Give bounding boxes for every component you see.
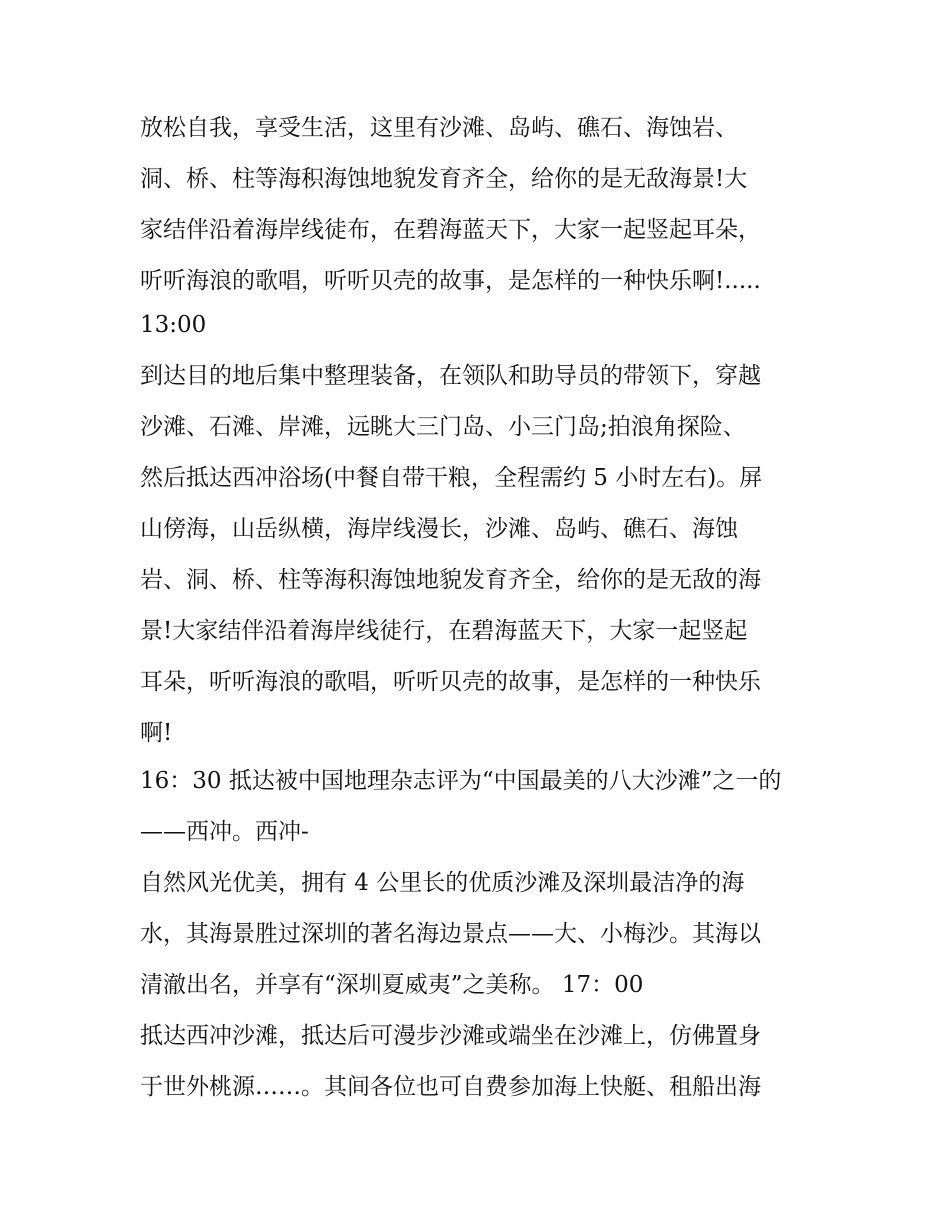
text-line: 清澈出名，并享有“深圳夏威夷”之美称。 17：00 <box>140 972 644 998</box>
text-line: 景!大家结伴沿着海岸线徒行，在碧海蓝天下，大家一起竖起 <box>140 618 748 644</box>
text-line: 放松自我，享受生活，这里有沙滩、岛屿、礁石、海蚀岩、 <box>140 115 738 141</box>
text-line: 听听海浪的歌唱，听听贝壳的故事，是怎样的一种快乐啊!..... <box>140 268 761 294</box>
text-line: 岩、洞、桥、柱等海积海蚀地貌发育齐全，给你的是无敌的海 <box>140 567 761 593</box>
text-line: 耳朵，听听海浪的歌唱，听听贝壳的故事，是怎样的一种快乐 <box>140 669 761 695</box>
text-line: 于世外桃源……。其间各位也可自费参加海上快艇、租船出海 <box>140 1074 761 1100</box>
text-line: 抵达西冲沙滩，抵达后可漫步沙滩或端坐在沙滩上，仿佛置身 <box>140 1023 761 1049</box>
text-line: 水，其海景胜过深圳的著名海边景点——大、小梅沙。其海以 <box>140 921 761 947</box>
text-line: 沙滩、石滩、岸滩，远眺大三门岛、小三门岛;拍浪角探险、 <box>140 414 746 440</box>
text-line: 到达目的地后集中整理装备，在领队和助导员的带领下，穿越 <box>140 363 761 389</box>
text-line: ——西冲。西冲- <box>140 819 309 845</box>
text-line: 然后抵达西冲浴场(中餐自带干粮，全程需约 5 小时左右)。屏 <box>140 465 763 491</box>
text-line: 16：30 抵达被中国地理杂志评为“中国最美的八大沙滩”之一的 <box>140 768 782 794</box>
text-line: 家结伴沿着海岸线徒布，在碧海蓝天下，大家一起竖起耳朵， <box>140 217 761 243</box>
time-heading: 13:00 <box>140 312 207 338</box>
text-line: 山傍海，山岳纵横，海岸线漫长，沙滩、岛屿、礁石、海蚀 <box>140 516 738 542</box>
text-line: 啊! <box>140 720 173 746</box>
text-line: 自然风光优美，拥有 4 公里长的优质沙滩及深圳最洁净的海 <box>140 870 745 896</box>
text-line: 洞、桥、柱等海积海蚀地貌发育齐全，给你的是无敌海景!大 <box>140 166 748 192</box>
